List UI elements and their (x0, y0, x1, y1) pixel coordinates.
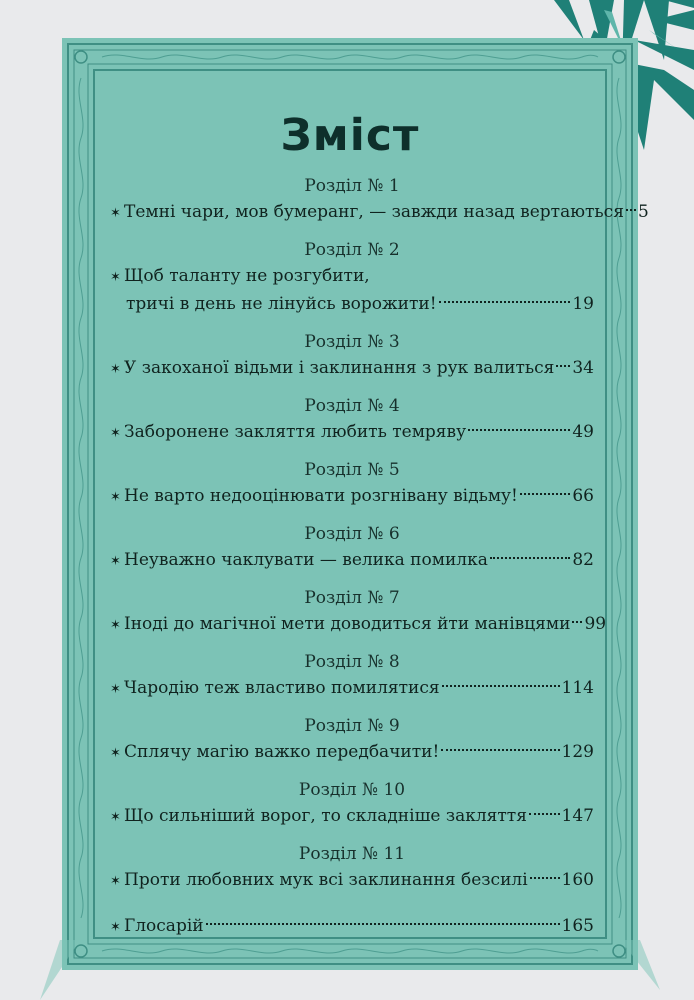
page-title: Зміст (280, 110, 420, 161)
star-bullet-icon: ✶ (110, 874, 121, 889)
chapter-title: Неуважно чаклувати — велика помилка (124, 550, 488, 570)
page-number: 160 (561, 870, 594, 890)
toc-line (110, 674, 594, 702)
chapter-heading: Розділ № 4 (304, 396, 400, 416)
page-number: 147 (561, 806, 594, 826)
toc-entry (110, 842, 594, 894)
dot-leader (626, 209, 636, 211)
dot-leader (490, 557, 571, 559)
chapter-title: Заборонене закляття любить темряву (124, 422, 467, 442)
star-bullet-icon: ✶ (110, 206, 121, 221)
toc-line (110, 198, 649, 226)
toc-entry (110, 458, 594, 510)
toc-entry-glossary (110, 912, 594, 940)
dot-leader (206, 923, 560, 925)
star-bullet-icon: ✶ (110, 746, 121, 761)
dot-leader (572, 621, 582, 623)
chapter-heading: Розділ № 10 (298, 780, 406, 800)
page-number: 49 (572, 422, 594, 442)
page-number: 5 (637, 202, 649, 222)
star-bullet-icon: ✶ (110, 618, 121, 633)
dot-leader (529, 813, 560, 815)
page-number: 129 (561, 742, 594, 762)
toc-line (110, 610, 607, 638)
star-bullet-icon: ✶ (110, 490, 121, 505)
chapter-title: Чародію теж властиво помилятися (124, 678, 440, 698)
toc-entry (110, 778, 594, 830)
toc-line (110, 482, 594, 510)
chapter-title: Не варто недооцінювати розгнівану відьму! (124, 486, 518, 506)
toc-line (110, 290, 594, 318)
toc-line (110, 546, 594, 574)
chapter-title: Іноді до магічної мети доводиться йти манівцями (124, 614, 571, 634)
dot-leader (441, 749, 559, 751)
toc-line (110, 912, 594, 940)
toc-line (110, 802, 594, 830)
chapter-heading: Розділ № 11 (298, 844, 406, 864)
toc-entry (110, 394, 594, 446)
ice-splash-bottom-decoration (0, 940, 694, 1000)
star-bullet-icon: ✶ (110, 362, 121, 377)
chapter-heading: Розділ № 9 (304, 716, 400, 736)
toc-entry (110, 238, 594, 318)
star-bullet-icon: ✶ (110, 270, 121, 285)
dot-leader (556, 365, 570, 367)
toc-entry (110, 650, 594, 702)
page-number: 82 (572, 550, 594, 570)
toc-line (110, 418, 594, 446)
dot-leader (468, 429, 570, 431)
toc-entry (110, 714, 594, 766)
toc-line (110, 262, 594, 290)
chapter-title: Що сильніший ворог, то складніше закляття (124, 806, 527, 826)
page-number: 19 (572, 294, 594, 314)
chapter-title: Темні чари, мов бумеранг, — завжди назад вертаються (124, 202, 624, 222)
chapter-title: Сплячу магію важко передбачити! (124, 742, 440, 762)
dot-leader (442, 685, 560, 687)
toc-line (110, 354, 594, 382)
toc-line (110, 866, 594, 894)
toc-entry (110, 522, 594, 574)
page-number: 34 (572, 358, 594, 378)
chapter-title-continued: тричі в день не лінуйсь ворожити! (126, 294, 437, 314)
toc-entry (110, 586, 607, 638)
page-number: 114 (561, 678, 594, 698)
star-bullet-icon: ✶ (110, 920, 121, 935)
chapter-heading: Розділ № 2 (304, 240, 400, 260)
chapter-heading: Розділ № 6 (304, 524, 400, 544)
dot-leader (439, 301, 571, 303)
chapter-heading: Розділ № 8 (304, 652, 400, 672)
chapter-heading: Розділ № 7 (304, 588, 400, 608)
dot-leader (530, 877, 560, 879)
glossary-title: Глосарій (124, 916, 204, 936)
page-number: 66 (572, 486, 594, 506)
star-bullet-icon: ✶ (110, 810, 121, 825)
star-bullet-icon: ✶ (110, 554, 121, 569)
chapter-heading: Розділ № 3 (304, 332, 400, 352)
table-of-contents (110, 174, 649, 952)
chapter-heading: Розділ № 1 (304, 176, 400, 196)
star-bullet-icon: ✶ (110, 682, 121, 697)
toc-entry (110, 330, 594, 382)
chapter-heading: Розділ № 5 (304, 460, 400, 480)
toc-line (110, 738, 594, 766)
toc-entry (110, 174, 649, 226)
page-number: 165 (561, 916, 594, 936)
chapter-title: Проти любовних мук всі заклинання безсилі (124, 870, 528, 890)
chapter-title: Щоб таланту не розгубити, (124, 266, 370, 286)
dot-leader (520, 493, 570, 495)
chapter-title: У закоханої відьми і заклинання з рук валиться (124, 358, 555, 378)
page-number: 99 (584, 614, 607, 634)
contents-panel (62, 38, 649, 970)
star-bullet-icon: ✶ (110, 426, 121, 441)
